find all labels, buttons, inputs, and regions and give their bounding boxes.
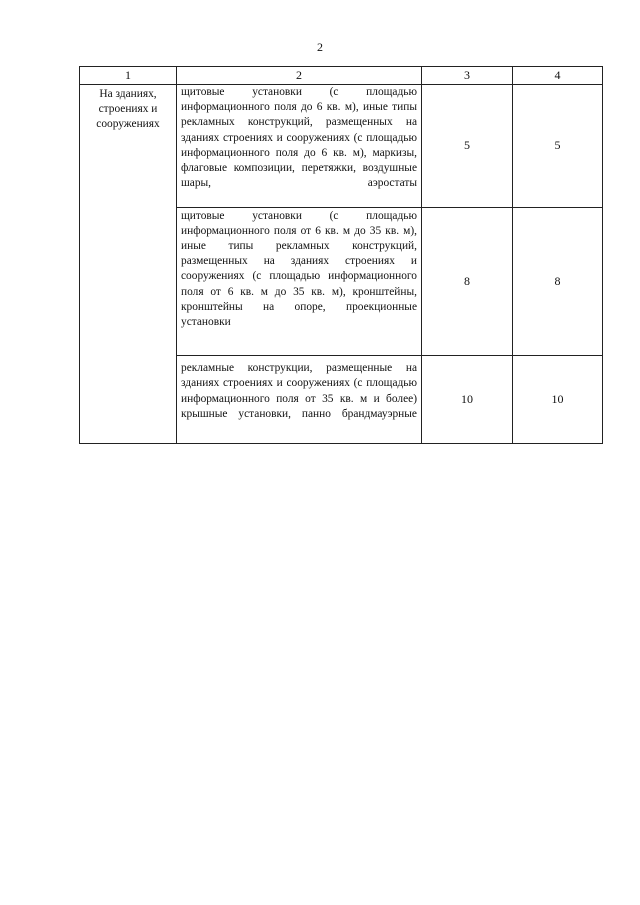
table-row	[80, 85, 603, 208]
page-number: 2	[317, 40, 323, 54]
description-cell	[177, 355, 422, 443]
value-cell-col4: 5	[513, 85, 603, 208]
description-text: щитовые установки (с площадью информационного поля до 6 кв. м), иные типы рекламных конструкций, размещенных на зданиях строениях и сооружениях (с площадью информационного поля до 6 кв. м), маркизы, флаговые композиции, перетяжки, воздушные шары, аэростаты	[181, 86, 417, 190]
value-cell-col4: 8	[513, 207, 603, 355]
tariff-table	[79, 66, 603, 444]
description-text: рекламные конструкции, размещенные на зданиях строениях и сооружениях (с площадью информационного поля от 35 кв. м и более) крышные установки, панно брандмауэрные	[181, 362, 417, 420]
value-cell-col3: 8	[422, 207, 513, 355]
column-header-2: 2	[177, 67, 422, 85]
value-cell-col3: 5	[422, 85, 513, 208]
table-header-row	[80, 67, 603, 85]
description-cell	[177, 207, 422, 355]
value-cell-col4: 10	[513, 355, 603, 443]
column-header-4: 4	[513, 67, 603, 85]
description-text: щитовые установки (с площадью информационного поля от 6 кв. м до 35 кв. м), иные типы рекламных конструкций, размещенных на зданиях строениях и сооружениях (с площадью информационного поля от 6 кв. м до 35 кв. м), кронштейны, кронштейны на опоре, проекционные установки	[181, 209, 417, 329]
description-cell	[177, 85, 422, 208]
column-header-1: 1	[80, 67, 177, 85]
column-header-3: 3	[422, 67, 513, 85]
category-cell: На зданиях, строениях и сооружениях	[80, 85, 177, 444]
value-cell-col3: 10	[422, 355, 513, 443]
